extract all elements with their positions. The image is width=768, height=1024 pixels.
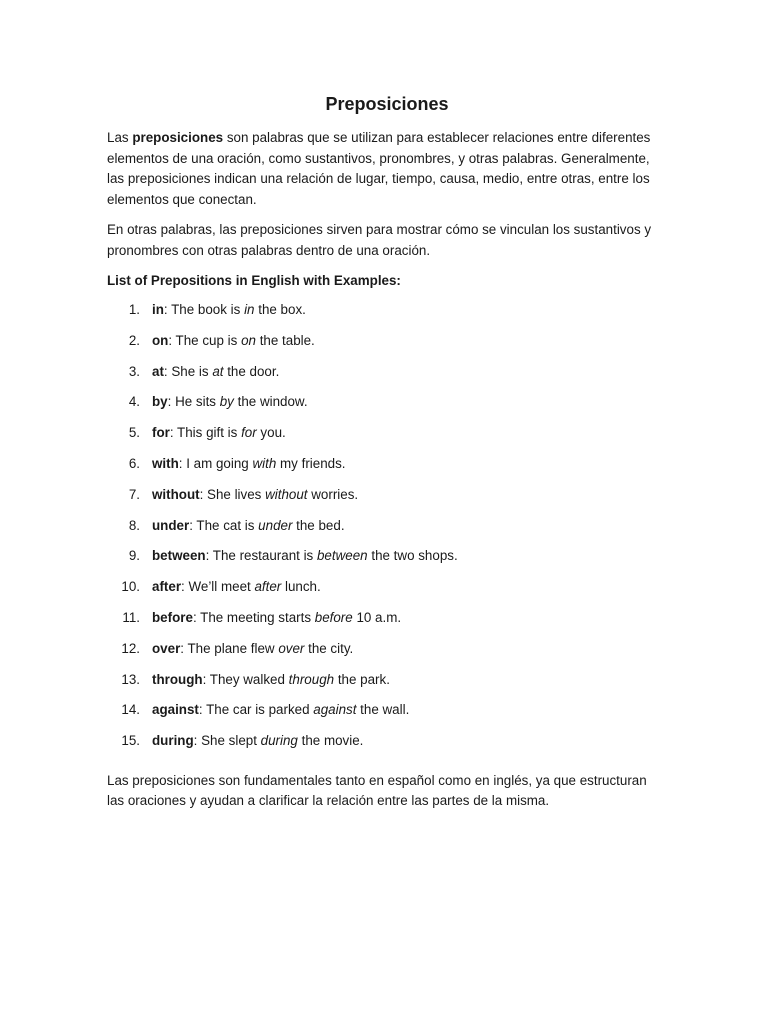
item-text-before: : He sits [167, 394, 220, 410]
item-word: with [152, 455, 179, 471]
item-text-before: : The cup is [168, 332, 242, 348]
item-word: for [152, 425, 170, 441]
item-text-after: my friends. [276, 455, 346, 471]
document-title: Preposiciones [325, 94, 449, 114]
list-item [107, 731, 667, 762]
list-item [107, 546, 667, 577]
item-word: without [152, 486, 200, 502]
item-text-after: lunch. [281, 579, 321, 595]
item-text-after: worries. [307, 486, 359, 502]
item-number: 2. [128, 332, 140, 348]
list-item [107, 577, 667, 608]
item-italic-word: against [313, 702, 357, 718]
item-italic-word: on [241, 332, 256, 348]
list-item [107, 331, 667, 362]
item-number: 8. [128, 517, 140, 533]
item-word: through [152, 671, 203, 687]
item-italic-word: through [288, 671, 335, 687]
item-text-after: the wall. [356, 702, 410, 718]
list-item [107, 608, 667, 639]
item-number: 5. [128, 425, 140, 441]
item-number: 11. [122, 609, 140, 625]
intro-paragraph [107, 128, 667, 210]
item-text-after: the door. [223, 363, 280, 379]
document-page [107, 92, 667, 822]
item-text-after: the park. [334, 671, 390, 687]
item-word: after [152, 579, 182, 595]
item-word: under [152, 517, 190, 533]
item-text-after: the bed. [292, 517, 345, 533]
item-text-before: : The cat is [189, 517, 259, 533]
item-number: 7. [128, 486, 140, 502]
item-italic-word: at [212, 363, 224, 379]
item-text-after: the two shops. [367, 548, 458, 564]
item-italic-word: with [252, 455, 277, 471]
item-number: 6. [128, 455, 140, 471]
item-text-before: : I am going [178, 455, 253, 471]
item-number: 10. [121, 579, 140, 595]
item-italic-word: by [219, 394, 234, 410]
item-text-before: : We’ll meet [181, 579, 255, 595]
item-text-after: the city. [304, 640, 354, 656]
item-text-before: : The restaurant is [205, 548, 317, 564]
item-italic-word: between [316, 548, 368, 564]
item-number: 13. [121, 671, 140, 687]
item-italic-word: in [244, 302, 255, 317]
item-text-before: : This gift is [169, 425, 242, 441]
item-italic-word: under [258, 517, 293, 533]
conclusion-paragraph: Las preposiciones son fundamentales tanto en español como en inglés, ya que estructuran las oraciones y ayudan a clarificar la relación entre las partes de la misma. [107, 772, 647, 809]
item-text-after: the box. [254, 302, 306, 317]
item-italic-word: over [278, 640, 305, 656]
item-word: against [152, 702, 199, 718]
intro-lead: Las [107, 130, 133, 145]
item-text-after: the table. [255, 332, 315, 348]
item-number: 15. [121, 733, 140, 749]
item-word: during [152, 733, 194, 749]
list-item [107, 700, 667, 731]
item-number: 12. [121, 640, 140, 656]
list-item [107, 639, 667, 670]
item-number: 9. [128, 548, 140, 564]
item-word: before [152, 609, 193, 625]
item-text-after: the window. [233, 394, 308, 410]
item-text-after: you. [256, 425, 286, 441]
item-text-before: : She slept [193, 733, 261, 749]
item-text-after: 10 a.m. [352, 609, 402, 625]
list-item [107, 300, 667, 331]
item-text-before: : The car is parked [198, 702, 314, 718]
item-text-before: : They walked [202, 671, 289, 687]
preposition-list [107, 300, 667, 762]
second-paragraph: En otras palabras, las preposiciones sirven para mostrar cómo se vinculan los sustantivos y pronombres con otras palabras dentro de una oración. [107, 222, 652, 258]
item-text-before: : She lives [199, 486, 266, 502]
item-italic-word: after [254, 579, 282, 595]
item-italic-word: during [260, 733, 298, 749]
list-item [107, 392, 667, 423]
intro-rest: son palabras que se utilizan para establecer relaciones entre diferentes elementos de una oración, como sustantivos, pronombres, y otras palabras. Generalmente, las preposiciones indican una relación de lugar, tiempo, causa, medio, entre otras, entre los elementos que conectan. [107, 130, 651, 207]
list-heading: List of Prepositions in English with Examples: [107, 273, 401, 288]
list-item [107, 485, 667, 516]
item-word: at [152, 363, 164, 379]
intro-bold-term: preposiciones [132, 130, 224, 145]
item-word: by [152, 394, 168, 410]
item-text-before: : The book is [163, 302, 245, 317]
item-italic-word: before [314, 609, 353, 625]
item-text-after: the movie. [297, 733, 364, 749]
item-word: over [152, 640, 181, 656]
item-word: between [152, 548, 206, 564]
item-text-before: : The meeting starts [192, 609, 315, 625]
list-item [107, 516, 667, 547]
item-text-before: : She is [163, 363, 213, 379]
item-word: on [152, 332, 169, 348]
list-item [107, 362, 667, 393]
item-word: in [152, 302, 164, 317]
item-italic-word: for [241, 425, 257, 441]
item-italic-word: without [265, 486, 308, 502]
item-number: 3. [128, 363, 140, 379]
item-number: 1. [128, 302, 140, 317]
item-number: 14. [121, 702, 140, 718]
list-item [107, 670, 667, 701]
item-text-before: : The plane flew [180, 640, 279, 656]
list-item [107, 454, 667, 485]
list-item [107, 423, 667, 454]
item-number: 4. [128, 394, 140, 410]
